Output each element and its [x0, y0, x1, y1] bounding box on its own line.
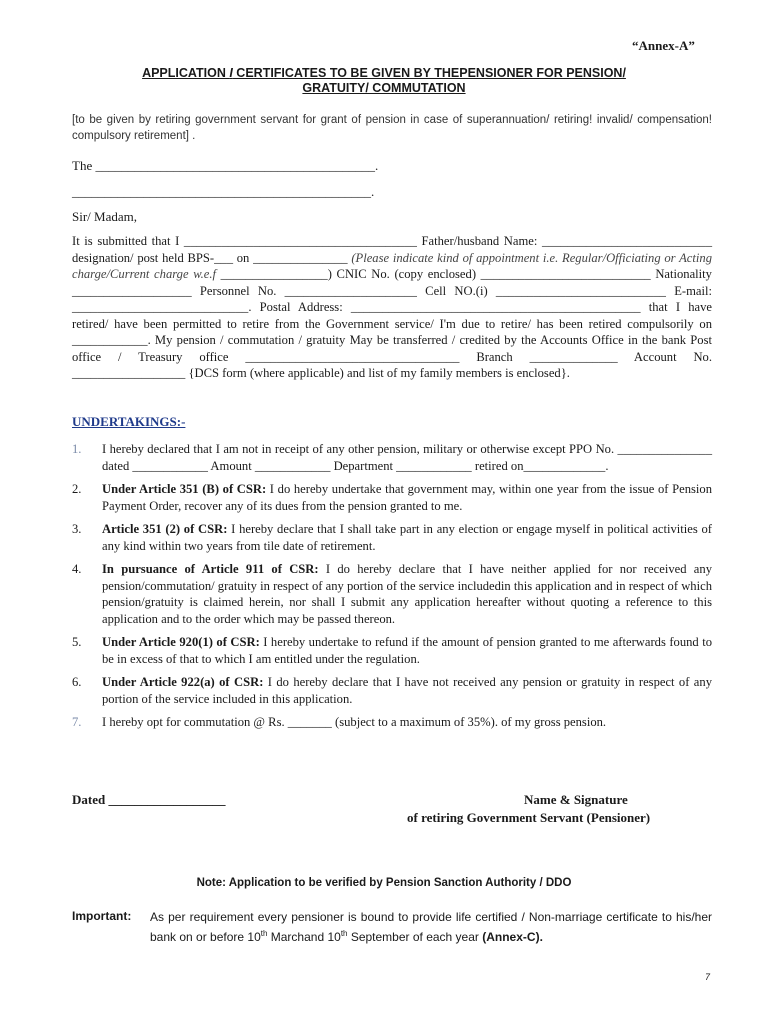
body-line-cnic: _________________) CNIC No. (copy enclosed) ___________________________	[216, 267, 651, 281]
item-bold: Article 351 (2) of CSR:	[102, 522, 228, 536]
ordinal-suffix: th	[340, 928, 348, 938]
undertakings-list	[72, 441, 712, 738]
item-text: I hereby declare that I shall take part in any election or engage myself in political activities of any kind within two years from tile date of retirement.	[102, 522, 712, 553]
item-text: I do hereby declare that I have not received any pension or gratuity in respect of any portion of the service included in this application.	[102, 675, 712, 706]
important-label: Important:	[72, 909, 132, 923]
list-item	[72, 714, 712, 731]
item-text: I hereby declared that I am not in receipt of any other pension, military or otherwise except PPO No. _______________ dated ____________ Amount ____________ Department ____________ retired on_____________.	[102, 442, 712, 473]
body-line-email: E-mail: ____________________________. Postal Address: ______________________________________________	[72, 283, 713, 314]
item-text: I hereby undertake to refund if the amount of pension granted to me afterwards found to be in excess of that to which I am entitled under the regulation.	[102, 635, 712, 666]
item-bold: Under Article 920(1) of CSR:	[102, 635, 260, 649]
item-number: 1.	[72, 442, 82, 456]
title-part-c: CERTIFICATES TO BE GIVEN BY THEPENSIONER FOR PENSION/	[232, 66, 626, 80]
annex-label: “Annex-A”	[632, 38, 695, 53]
title-part-a: APPLICATION	[142, 66, 230, 80]
body-retirement-text: that I have retired/ have been permitted to retire from the Government service/ I'm due to retire/ has been retired compulsorily on ____________. My pension / commutation / gratuity May be transferred / credited by the Accounts Office in the bank Post office / Treasury office __________________________________ Branch ______________ Account No. __________________ {DCS form (where applicable) and list of my family members is enclosed}.	[72, 300, 712, 380]
list-item	[72, 441, 712, 474]
body-paragraph	[72, 233, 712, 382]
item-bold: In pursuance of Article 911 of CSR:	[102, 562, 319, 576]
item-number: 7.	[72, 715, 82, 729]
document-title	[60, 66, 708, 96]
body-line-nationality: Nationality ___________________ Personnel No. _____________________ Cell NO.(i) ___________________________	[72, 267, 712, 298]
address-line-2: ______________________________________________.	[72, 184, 375, 199]
dated-field: Dated __________________	[72, 792, 226, 807]
appointment-kind-note: (Please indicate kind of appointment i.e. Regular/Officiating or Acting charge/Current charge w.e.f	[72, 250, 712, 281]
list-item	[72, 521, 712, 554]
subtitle-instruction: [to be given by retiring government servant for grant of pension in case of superannuation/ retiring! invalid/ compensation! compulsory retirement] .	[72, 114, 712, 142]
important-text	[150, 909, 712, 945]
list-item	[72, 634, 712, 667]
signature-label: Name & Signature	[524, 792, 628, 807]
item-text: I do hereby undertake that government may, within one year from the issue of Pension Payment Order, recover any of its dues from the pension granted to me.	[102, 482, 712, 513]
item-text: I do hereby declare that I have neither applied for nor received any pension/commutation/ gratuity in respect of any portion of the service includedin this application and in respect of which pension/gratuity is claimed herein, nor shall I submit any application hereafter without quoting a reference to this application and to the order which may be passed thereon.	[102, 562, 712, 626]
item-text: I hereby opt for commutation @ Rs. _______ (subject to a maximum of 35%). of my gross pension.	[102, 715, 607, 729]
page-number: 7	[705, 972, 711, 982]
important-text-b: Marchand 10	[267, 929, 341, 944]
title-line-2: GRATUITY/ COMMUTATION	[302, 81, 466, 95]
item-number: 5.	[72, 635, 82, 649]
list-item	[72, 674, 712, 707]
list-item	[72, 561, 712, 627]
item-number: 4.	[72, 562, 82, 576]
item-number: 2.	[72, 482, 82, 496]
verification-note: Note: Application to be verified by Pension Sanction Authority / DDO	[196, 877, 572, 889]
item-bold: Under Article 922(a) of CSR:	[102, 675, 264, 689]
body-line-designation: designation/ post held BPS-___ on _______________	[72, 250, 352, 265]
body-line-name: It is submitted that I _____________________________________ Father/husband Name: ___________________________	[72, 234, 712, 248]
ordinal-suffix: th	[260, 928, 268, 938]
important-text-a: As per requirement every pensioner is bound to provide life certified / Non-marriage certificate to his/her bank on or before 10	[150, 910, 712, 944]
undertakings-heading: UNDERTAKINGS:-	[72, 414, 186, 429]
item-number: 6.	[72, 675, 82, 689]
item-number: 3.	[72, 522, 82, 536]
list-item	[72, 481, 712, 514]
item-bold: Under Article 351 (B) of CSR:	[102, 482, 267, 496]
address-line-1: The ___________________________________________.	[72, 158, 379, 173]
annex-c-reference: (Annex-C).	[482, 929, 543, 944]
signature-caption: of retiring Government Servant (Pensioner)	[407, 810, 651, 825]
salutation: Sir/ Madam,	[72, 209, 137, 224]
important-text-c: September of each year	[347, 929, 483, 944]
title-part-b: I	[229, 66, 233, 80]
